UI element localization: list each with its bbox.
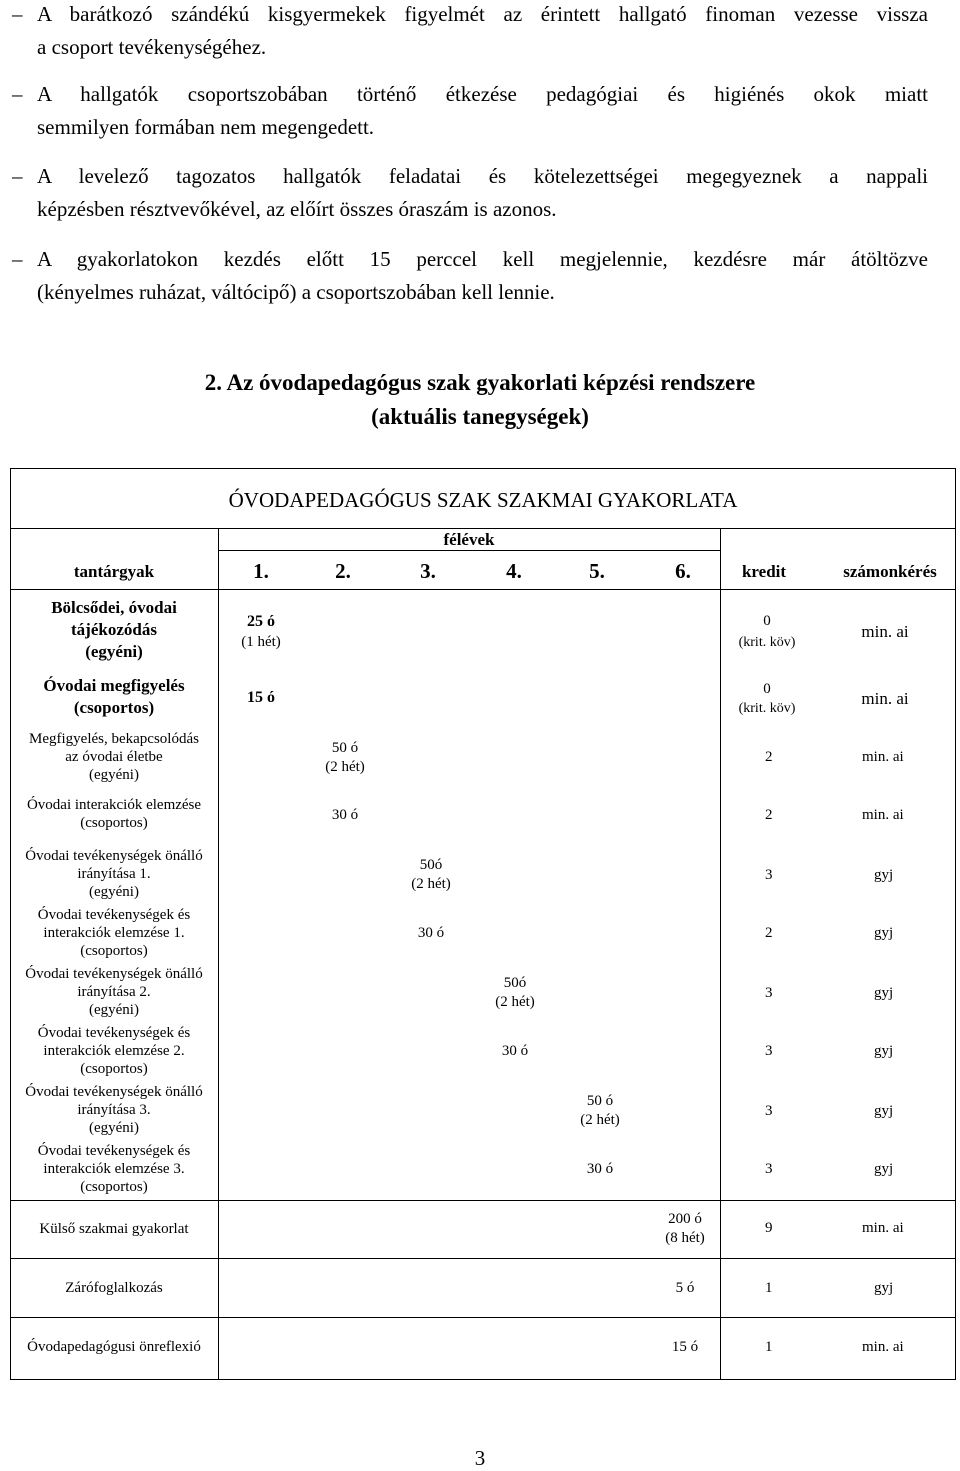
exam-type: gyj (874, 1043, 894, 1059)
subject-line: (egyéni) (85, 642, 143, 661)
table-rule (720, 528, 721, 1380)
hours-value: 15 ó (247, 689, 275, 706)
table-rule (10, 1317, 956, 1318)
table-row-subject (10, 730, 218, 784)
credit-value: 0 (763, 681, 771, 697)
list-dash: – (12, 164, 23, 188)
table-title: ÓVODAPEDAGÓGUS SZAK SZAKMAI GYAKORLATA (228, 488, 738, 512)
hours-value: 50ó (419, 857, 443, 873)
subject-line: Óvodai interakciók elemzése (26, 797, 202, 813)
table-row-subject (10, 597, 218, 663)
exam-type: gyj (874, 867, 894, 883)
subject-line: (egyéni) (89, 884, 139, 900)
subject-line: Bölcsődei, óvodai (51, 598, 177, 617)
credit-value: 9 (765, 1220, 773, 1236)
credit-value: 0 (763, 613, 771, 629)
subject-line: (csoportos) (80, 1179, 148, 1195)
exam-type: gyj (874, 1280, 894, 1296)
credit-value: 2 (765, 807, 773, 823)
header-subjects: tantárgyak (73, 562, 155, 581)
hours-value: 30 ó (417, 925, 445, 941)
header-semester-2: 2. (335, 559, 351, 583)
credit-value: 1 (765, 1280, 773, 1296)
list-dash: – (12, 2, 23, 26)
exam-type: min. ai (862, 1339, 904, 1355)
subject-line: Óvodai tevékenységek és (37, 907, 191, 923)
credit-value: 2 (765, 925, 773, 941)
hours-note: (2 hét) (411, 876, 451, 892)
subject-line: Óvodai tevékenységek önálló (25, 966, 203, 982)
table-rule (10, 1200, 956, 1201)
subject-line: (egyéni) (89, 767, 139, 783)
credit-value: 1 (765, 1339, 773, 1355)
subject-line: Óvodai tevékenységek és (37, 1143, 191, 1159)
hours-value: 200 ó (668, 1211, 702, 1227)
list-dash: – (12, 82, 23, 106)
table-row-subject (10, 965, 218, 1019)
table-rule (218, 528, 219, 1380)
table-row-subject (10, 847, 218, 901)
list-item-line: A levelező tagozatos hallgatók feladatai és kötelezettségei megegyeznek a nappali (37, 164, 928, 188)
hours-value: 30 ó (586, 1161, 614, 1177)
hours-value: 30 ó (331, 807, 359, 823)
hours-note: (2 hét) (325, 759, 365, 775)
section-title: 2. Az óvodapedagógus szak gyakorlati képzési rendszere (204, 370, 756, 395)
credit-note: (krit. köv) (738, 635, 796, 650)
list-dash: – (12, 247, 23, 271)
subject-line: Óvodai tevékenységek önálló (25, 1084, 203, 1100)
subject-line: Óvodai tevékenységek és (37, 1025, 191, 1041)
credit-value: 3 (765, 1161, 773, 1177)
header-credit: kredit (741, 562, 787, 581)
credit-value: 3 (765, 867, 773, 883)
hours-note: (8 hét) (665, 1230, 705, 1246)
hours-note: (2 hét) (580, 1112, 620, 1128)
table-row-subject (10, 1338, 218, 1356)
subject-line: Zárófoglalkozás (65, 1280, 163, 1296)
exam-type: min. ai (862, 1220, 904, 1236)
subject-line: Óvodai tevékenységek önálló (25, 848, 203, 864)
table-row-subject (10, 1220, 218, 1238)
exam-type: gyj (874, 1103, 894, 1119)
subject-line: (csoportos) (80, 943, 148, 959)
header-semester-5: 5. (589, 559, 605, 583)
subject-line: (csoportos) (80, 815, 148, 831)
credit-value: 3 (765, 1043, 773, 1059)
exam-type: gyj (874, 1161, 894, 1177)
header-semester-1: 1. (253, 559, 269, 583)
table-rule (10, 589, 956, 590)
list-item-line: a csoport tevékenységéhez. (37, 35, 267, 59)
credit-value: 3 (765, 985, 773, 1001)
hours-value: 50 ó (586, 1093, 614, 1109)
list-item-line: képzésben résztvevőkével, az előírt összes óraszám is azonos. (37, 197, 557, 221)
table-row-subject (10, 675, 218, 719)
hours-value: 25 ó (247, 613, 275, 630)
subject-line: irányítása 3. (77, 1102, 151, 1118)
credit-note: (krit. köv) (738, 701, 796, 716)
table-row-subject (10, 796, 218, 832)
exam-type: min. ai (861, 689, 909, 708)
header-semester-6: 6. (675, 559, 691, 583)
subject-line: interakciók elemzése 3. (43, 1161, 185, 1177)
exam-type: min. ai (861, 622, 909, 641)
hours-value: 30 ó (501, 1043, 529, 1059)
table-row-subject (10, 1142, 218, 1196)
hours-value: 15 ó (671, 1339, 699, 1355)
subject-line: irányítása 2. (77, 984, 151, 1000)
list-item-line: A gyakorlatokon kezdés előtt 15 perccel kell megjelennie, kezdésre már átöltözve (37, 247, 928, 271)
hours-note: (2 hét) (495, 994, 535, 1010)
subject-line: (csoportos) (73, 698, 155, 717)
table-rule (218, 550, 720, 551)
subject-line: interakciók elemzése 1. (43, 925, 185, 941)
exam-type: gyj (874, 985, 894, 1001)
hours-value: 5 ó (675, 1280, 695, 1296)
subject-line: Külső szakmai gyakorlat (39, 1221, 189, 1237)
subject-line: interakciók elemzése 2. (43, 1043, 185, 1059)
table-rule (10, 1258, 956, 1259)
hours-note: (1 hét) (241, 634, 281, 650)
table-row-subject (10, 1083, 218, 1137)
table-row-subject (10, 1279, 218, 1297)
hours-value: 50 ó (331, 740, 359, 756)
subject-line: Óvodapedagógusi önreflexió (27, 1339, 201, 1355)
section-subtitle: (aktuális tanegységek) (371, 404, 589, 429)
subject-line: az óvodai életbe (65, 749, 163, 765)
subject-line: Megfigyelés, bekapcsolódás (29, 731, 199, 747)
subject-line: Óvodai megfigyelés (43, 676, 185, 695)
exam-type: min. ai (862, 749, 904, 765)
header-semester-3: 3. (420, 559, 436, 583)
header-semesters: félévek (443, 530, 495, 549)
credit-value: 2 (765, 749, 773, 765)
subject-line: tájékozódás (71, 620, 157, 639)
header-exam: számonkérés (843, 562, 937, 581)
subject-line: (csoportos) (80, 1061, 148, 1077)
credit-value: 3 (765, 1103, 773, 1119)
list-item-line: semmilyen formában nem megengedett. (37, 115, 375, 139)
subject-line: irányítása 1. (77, 866, 151, 882)
hours-value: 50ó (503, 975, 527, 991)
list-item-line: A hallgatók csoportszobában történő étkezése pedagógiai és higiénés okok miatt (37, 82, 928, 106)
table-row-subject (10, 1024, 218, 1078)
table-row-subject (10, 906, 218, 960)
header-semester-4: 4. (506, 559, 522, 583)
list-item-line: (kényelmes ruházat, váltócipő) a csoportszobában kell lennie. (37, 280, 555, 304)
subject-line: (egyéni) (89, 1120, 139, 1136)
exam-type: gyj (874, 925, 894, 941)
page-number: 3 (474, 1446, 486, 1470)
subject-line: (egyéni) (89, 1002, 139, 1018)
table-rule (10, 528, 956, 529)
exam-type: min. ai (862, 807, 904, 823)
list-item-line: A barátkozó szándékú kisgyermekek figyelmét az érintett hallgató finoman vezesse vissza (37, 2, 928, 26)
